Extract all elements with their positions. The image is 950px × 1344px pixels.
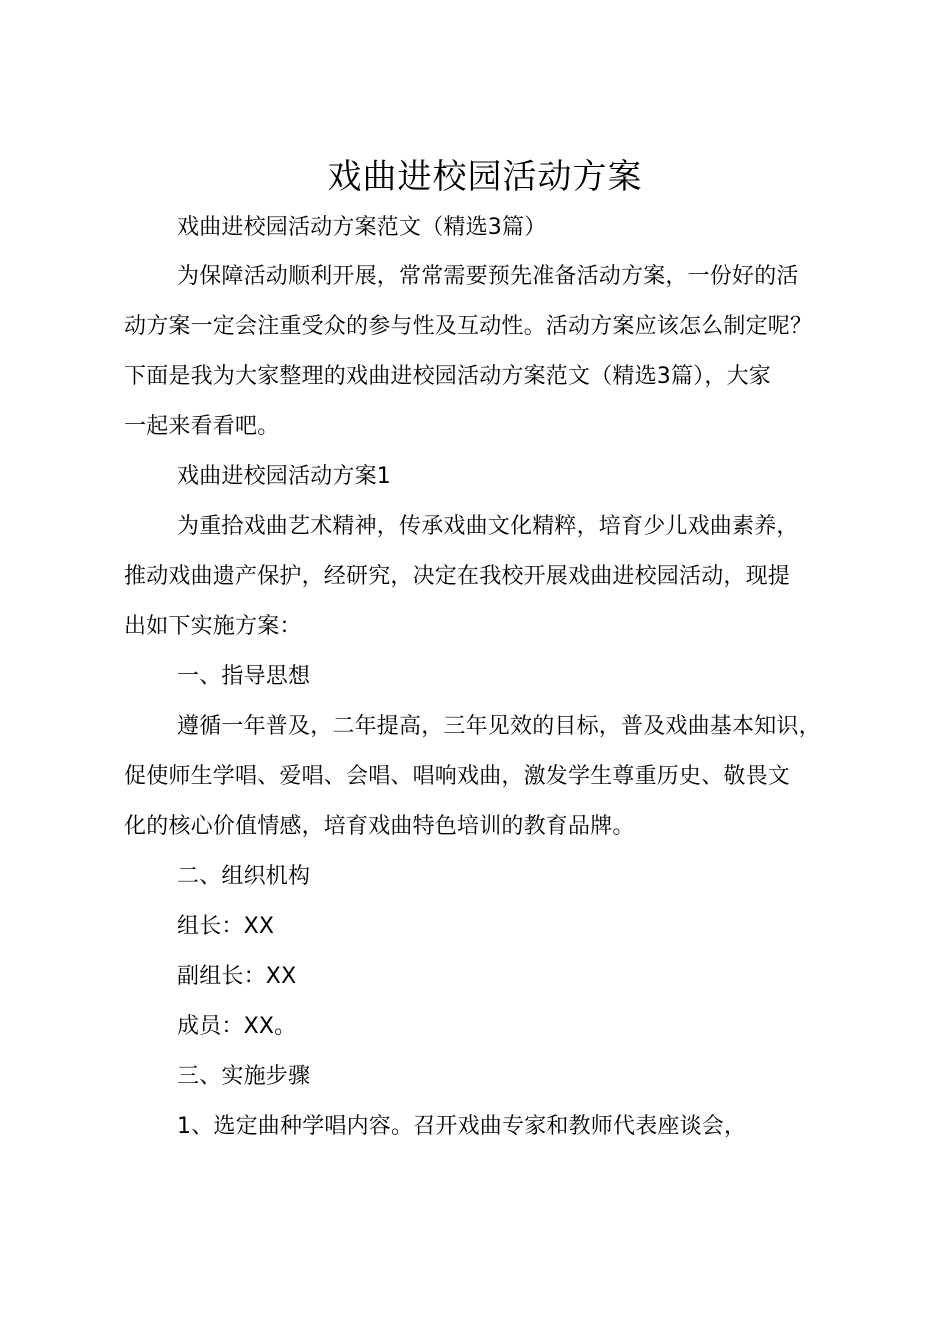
plan-intro-line: 为重拾戏曲艺术精神，传承戏曲文化精粹，培育少儿戏曲素养， [177,514,799,539]
intro-line: 动方案一定会注重受众的参与性及互动性。活动方案应该怎么制定呢？ [124,314,813,339]
plan-intro-line: 出如下实施方案： [124,614,302,639]
plan-intro-line: 推动戏曲遗产保护，经研究，决定在我校开展戏曲进校园活动，现提 [124,564,791,589]
intro-line: 为保障活动顺利开展，常常需要预先准备活动方案，一份好的活 [177,264,799,289]
document-subtitle: 戏曲进校园活动方案范文（精选3篇） [177,215,547,240]
section-body-line: 促使师生学唱、爱唱、会唱、唱响戏曲，激发学生尊重历史、敬畏文 [124,764,791,789]
intro-line: 一起来看看吧。 [124,414,280,439]
org-members: 成员：XX。 [177,1014,297,1039]
section-heading-organization: 二、组织机构 [177,864,311,889]
section-body-line: 化的核心价值情感，培育戏曲特色培训的教育品牌。 [124,814,635,839]
intro-line: 下面是我为大家整理的戏曲进校园活动方案范文（精选3篇），大家 [124,364,771,389]
org-leader: 组长：XX [177,914,275,939]
plan-heading: 戏曲进校园活动方案1 [177,464,391,489]
section-body-line: 遵循一年普及，二年提高，三年见效的目标，普及戏曲基本知识， [177,714,821,739]
section-heading-implementation-steps: 三、实施步骤 [177,1064,311,1089]
section-heading-guiding-ideology: 一、指导思想 [177,664,311,689]
org-deputy-leader: 副组长：XX [177,964,297,989]
step-1-text: 1、选定曲种学唱内容。召开戏曲专家和教师代表座谈会， [177,1114,747,1139]
document-title: 戏曲进校园活动方案 [327,157,643,197]
